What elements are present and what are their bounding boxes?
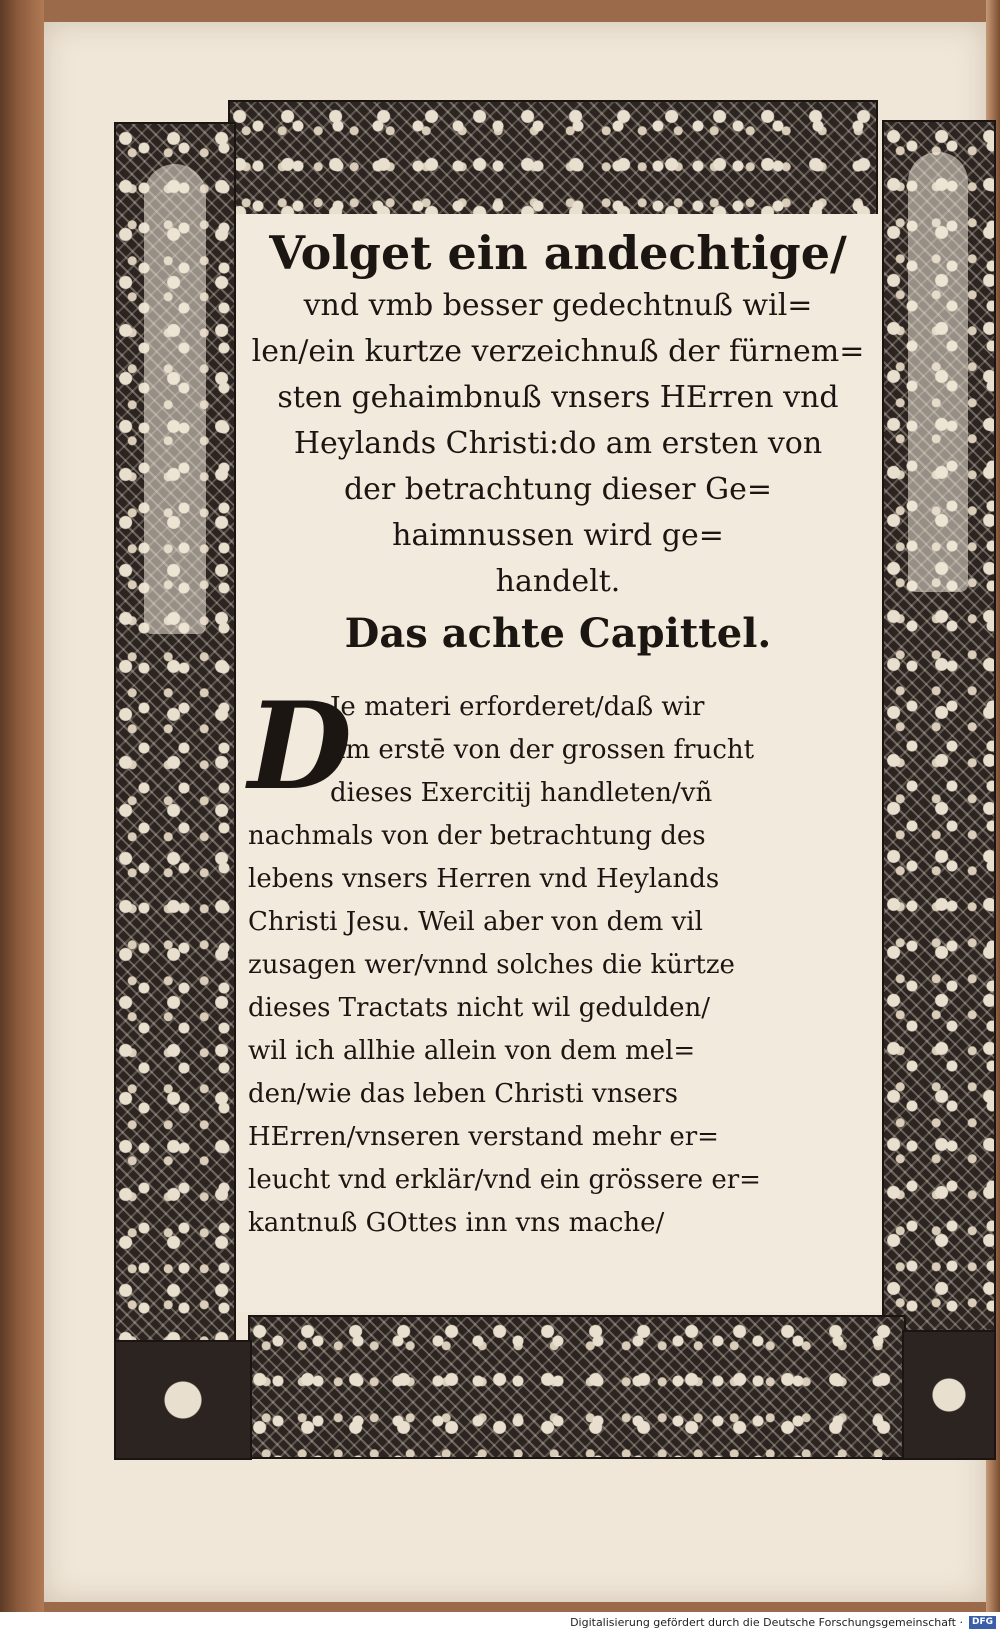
body-line: dieses Exercitij handleten/vñ (330, 778, 713, 808)
body-line: lebens vnsers Herren vnd Heylands (248, 864, 720, 894)
section-heading (240, 228, 876, 605)
woodcut-corner-rosette-left (114, 1340, 252, 1460)
funding-credit: Digitalisierung gefördert durch die Deutsche Forschungsgemeinschaft · (570, 1616, 963, 1629)
body-line: zusagen wer/vnnd solches die kürtze (248, 950, 735, 980)
digitization-footer (0, 1612, 1000, 1631)
woodcut-figure-left (144, 164, 206, 634)
text-block (236, 214, 880, 1312)
body-line: kantnuß GOttes inn vns mache/ (248, 1208, 665, 1238)
heading-line: der betrachtung dieser Ge= (343, 471, 773, 507)
body-line: Christi Jesu. Weil aber von dem vil (248, 907, 703, 937)
body-line: am erstē von der grossen frucht (330, 735, 755, 765)
body-line: den/wie das leben Christi vnsers (248, 1079, 678, 1109)
heading-line: Volget ein andechtige/ (269, 226, 847, 280)
body-line: Je materi erforderet/daß wir (330, 692, 705, 722)
heading-line: len/ein kurtze verzeichnuß der fürnem= (251, 333, 865, 369)
heading-line: Heylands Christi:do am ersten von (293, 425, 823, 461)
woodcut-corner-rosette-right (902, 1330, 996, 1460)
dfg-logo: DFG (969, 1616, 996, 1629)
chapter-title: Das achte Capittel. (344, 610, 772, 657)
body-line: wil ich allhie allein von dem mel= (248, 1036, 696, 1066)
woodcut-border-bottom (248, 1315, 906, 1459)
woodcut-border-left (114, 122, 236, 1460)
body-line: nachmals von der betrachtung des (248, 821, 706, 851)
body-text (248, 676, 874, 1245)
woodcut-border-top (228, 100, 878, 216)
decorated-initial: D (248, 676, 353, 817)
heading-line: vnd vmb besser gedechtnuß wil= (303, 287, 813, 323)
woodcut-border-right (882, 120, 996, 1460)
book-edge-left (0, 0, 44, 1612)
heading-line: handelt. (495, 563, 621, 599)
heading-line: haimnussen wird ge= (392, 517, 724, 553)
body-line: HErren/vnseren verstand mehr er= (248, 1122, 719, 1152)
woodcut-figure-right (908, 152, 968, 592)
body-line: dieses Tractats nicht wil gedulden/ (248, 993, 711, 1023)
body-line: leucht vnd erklär/vnd ein grössere er= (248, 1165, 761, 1195)
heading-line: sten gehaimbnuß vnsers HErren vnd (277, 379, 839, 415)
